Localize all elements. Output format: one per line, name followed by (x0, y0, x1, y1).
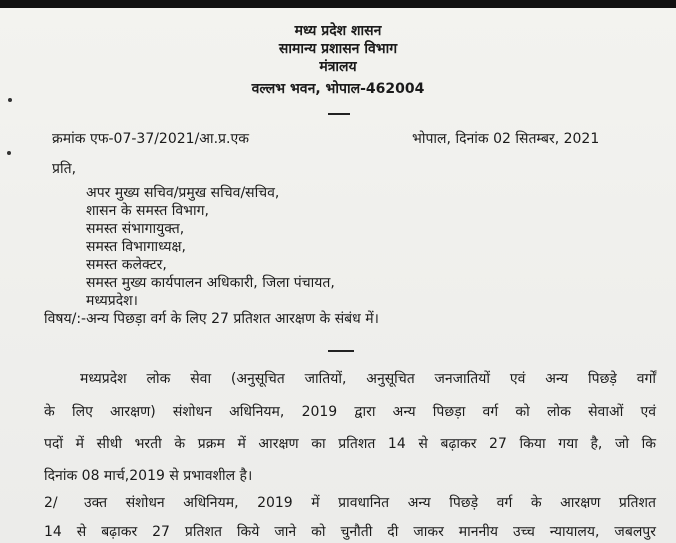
header-government: मध्य प्रदेश शासन (294, 23, 382, 39)
paragraph1-line: पदों में सीधी भरती के प्रक्रम में आरक्षण का प्रतिशत 14 से बढ़ाकर 27 किया गया है, जो कि (44, 436, 656, 452)
recipient-line: समस्त संभागायुक्त, (86, 221, 185, 237)
paragraph2-line: उक्त संशोधन अधिनियम, 2019 में प्रावधानित अन्य पिछड़े वर्ग के आरक्षण प्रतिशत (84, 495, 656, 511)
subject-divider (328, 350, 354, 352)
margin-dot (7, 151, 11, 155)
reference-date: भोपाल, दिनांक 02 सितम्बर, 2021 (412, 131, 600, 147)
paragraph1-line: के लिए आरक्षण) संशोधन अधिनियम, 2019 द्वारा अन्य पिछड़ा वर्ग को लोक सेवाओं एवं (44, 404, 656, 420)
reference-number: क्रमांक एफ-07-37/2021/आ.प्र.एक (52, 131, 249, 147)
recipient-line: मध्यप्रदेश। (86, 293, 138, 309)
paragraph1-line: मध्यप्रदेश लोक सेवा (अनुसूचित जातियों, अनुसूचित जनजातियों एवं अन्य पिछड़े वर्गों (80, 371, 656, 387)
recipient-line: अपर मुख्य सचिव/प्रमुख सचिव/सचिव, (86, 185, 280, 201)
top-edge-bar (0, 0, 676, 8)
to-label: प्रति, (52, 161, 77, 177)
margin-dot (8, 98, 12, 102)
recipient-line: समस्त कलेक्टर, (86, 257, 167, 273)
header-divider (328, 113, 350, 115)
recipient-line: समस्त विभागाध्यक्ष, (86, 239, 186, 255)
header-secretariat: मंत्रालय (319, 59, 357, 75)
header-department: सामान्य प्रशासन विभाग (278, 41, 398, 57)
recipient-line: समस्त मुख्य कार्यपालन अधिकारी, जिला पंचायत, (86, 275, 335, 291)
subject-line: विषय/:-अन्य पिछड़ा वर्ग के लिए 27 प्रतिशत आरक्षण के संबंध में। (44, 311, 379, 327)
paragraph1-line: दिनांक 08 मार्च,2019 से प्रभावशील है। (44, 468, 253, 484)
header-address: वल्लभ भवन, भोपाल-462004 (251, 81, 425, 97)
paragraph2-line: 14 से बढ़ाकर 27 प्रतिशत किये जाने को चुनौती दी जाकर माननीय उच्च न्यायालय, जबलपुर (44, 524, 656, 540)
paragraph2-number: 2/ (44, 495, 58, 511)
recipient-line: शासन के समस्त विभाग, (86, 203, 209, 219)
document-page (0, 8, 676, 543)
